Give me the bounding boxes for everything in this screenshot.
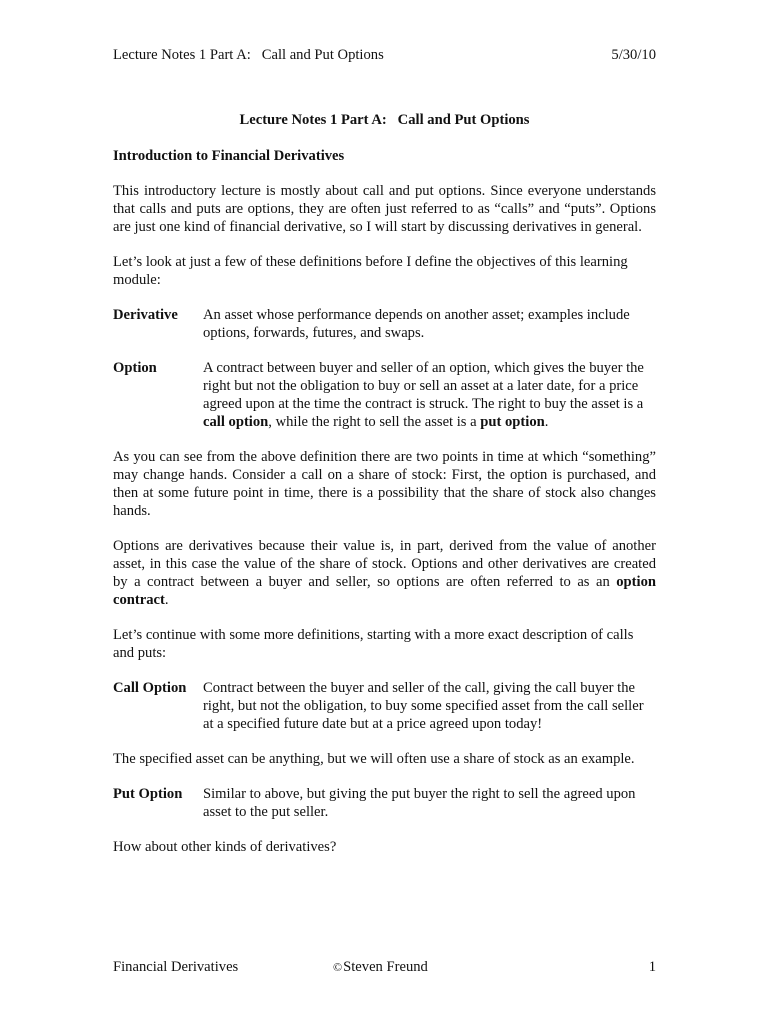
definition-text: Contract between the buyer and seller of the call, giving the call buyer the right, but not the obligation, to buy some specified asset from the call seller at a specified future date but at a price agreed upon today! bbox=[203, 680, 644, 732]
definition-term: Derivative bbox=[113, 307, 178, 323]
definition-text-part: . bbox=[544, 414, 549, 430]
page-header bbox=[113, 46, 656, 64]
paragraph-two-points: As you can see from the above definition there are two points in time at which “something” may change hands. Consider a call on a share of stock: First, the option is purchased, and then at some future point in time, there is a possibility that the share of stock also changes hands. bbox=[113, 449, 656, 519]
definition-term: Call Option bbox=[113, 680, 187, 696]
definition-option bbox=[113, 359, 656, 431]
document-body bbox=[113, 147, 656, 873]
document-title: Lecture Notes 1 Part A: Call and Put Options bbox=[239, 112, 530, 128]
copyright-icon: © bbox=[333, 960, 343, 974]
definition-text-part: , while the right to sell the asset is a bbox=[268, 414, 481, 430]
bold-term-put-option: put option bbox=[480, 414, 545, 430]
definition-call-option bbox=[113, 679, 656, 733]
header-date: 5/30/10 bbox=[611, 47, 656, 63]
page-number: 1 bbox=[648, 959, 656, 975]
definition-text: An asset whose performance depends on another asset; examples include options, forwards, futures, and swaps. bbox=[203, 307, 630, 341]
paragraph-text: Options are derivatives because their value is, in part, derived from the value of another asset, in this case the value of the share of stock. Options and other derivatives are created by a contract between a buyer and seller, so options are often referred to as an bbox=[113, 538, 656, 590]
definition-derivative bbox=[113, 306, 656, 342]
paragraph-definitions-lead: Let’s look at just a few of these definitions before I define the objectives of this learning module: bbox=[113, 254, 628, 288]
definition-put-option bbox=[113, 785, 656, 821]
definition-term: Option bbox=[113, 360, 157, 376]
definition-text bbox=[203, 359, 656, 431]
paragraph-text-end: . bbox=[164, 592, 169, 608]
paragraph-more-definitions: Let’s continue with some more definitions, starting with a more exact description of calls and puts: bbox=[113, 627, 634, 661]
bold-term-call-option: call option bbox=[203, 414, 269, 430]
paragraph-intro: This introductory lecture is mostly about call and put options. Since everyone understands that calls and puts are options, they are often just referred to as “calls” and “puts”. Options are just one kind of financial derivative, so I will start by discussing derivatives in general. bbox=[113, 183, 656, 235]
definition-term: Put Option bbox=[113, 786, 183, 802]
bold-term-option-contract: option contract bbox=[113, 574, 656, 608]
paragraph-option-contract bbox=[113, 537, 656, 609]
definition-text-part: A contract between buyer and seller of an option, which gives the buyer the right but not the obligation to buy or sell an asset at a later date, for a price agreed upon at the time the contract is struck. The right to buy the asset is a bbox=[203, 360, 644, 412]
document-page bbox=[113, 0, 656, 1024]
header-title: Lecture Notes 1 Part A: Call and Put Options bbox=[113, 47, 384, 63]
page-footer bbox=[113, 958, 656, 976]
footer-author bbox=[333, 958, 428, 976]
paragraph-specified-asset: The specified asset can be anything, but we will often use a share of stock as an example. bbox=[113, 751, 635, 767]
definition-text: Similar to above, but giving the put buyer the right to sell the agreed upon asset to the put seller. bbox=[203, 786, 636, 820]
footer-author-name: Steven Freund bbox=[343, 959, 428, 975]
paragraph-other-derivatives: How about other kinds of derivatives? bbox=[113, 839, 337, 855]
section-heading: Introduction to Financial Derivatives bbox=[113, 148, 345, 164]
footer-course: Financial Derivatives bbox=[113, 959, 239, 975]
